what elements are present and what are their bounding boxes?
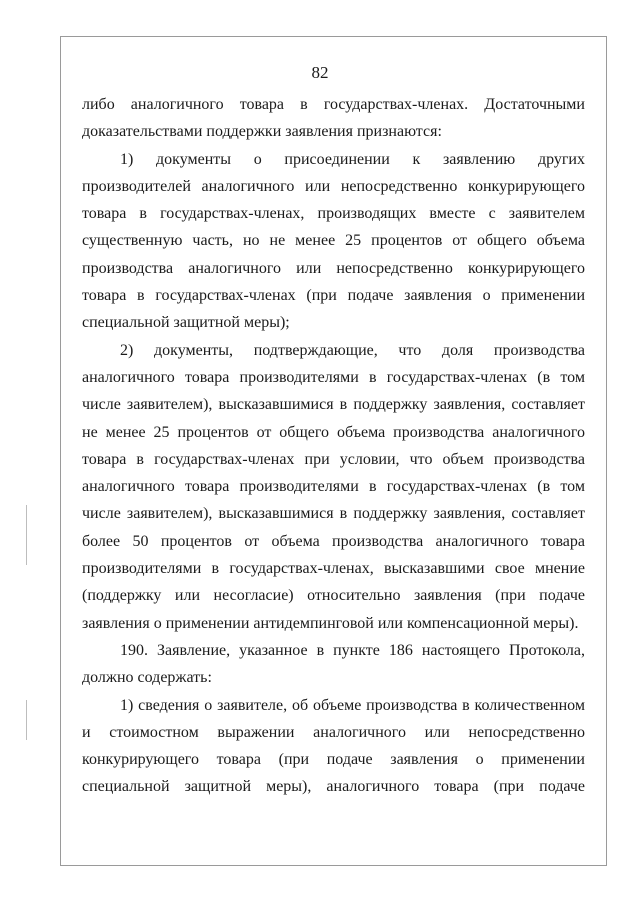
text-line: либо аналогичного товара в государствах-членах. Достаточными — [82, 96, 585, 113]
text-line: товара в государствах-членах при условии, что объем производства — [82, 450, 585, 468]
text-line: специальной защитной меры); — [82, 314, 290, 332]
text-line: товара в государствах-членах (при подаче заявления о применении — [82, 287, 585, 305]
text-line: должно содержать: — [82, 669, 212, 687]
text-line: производителями в государствах-членах, высказавшими свое мнение — [82, 560, 585, 578]
text-line: числе заявителем), высказавшимися в поддержку заявления, составляет — [82, 396, 585, 414]
text-line: 1) сведения о заявителе, об объеме производства в количественном — [120, 696, 585, 714]
text-line: аналогичного товара производителями в государствах-членах (в том — [82, 368, 585, 386]
text-line: конкурирующего товара (при подаче заявления о применении — [82, 751, 585, 769]
text-line: 1) документы о присоединении к заявлению других — [120, 150, 585, 168]
scan-artifact — [26, 700, 27, 740]
text-line: товара в государствах-членах, производящих вместе с заявителем — [82, 205, 585, 223]
text-line: 2) документы, подтверждающие, что доля производства — [120, 341, 585, 359]
page-number: 82 — [311, 63, 329, 82]
text-line: (поддержку или несогласие) относительно заявления (при подаче — [82, 587, 585, 605]
text-line: специальной защитной меры), аналогичного товара (при подаче — [82, 778, 585, 796]
text-line: аналогичного товара производителями в государствах-членах (в том — [82, 478, 585, 496]
text-line: производителей аналогичного или непосредственно конкурирующего — [82, 177, 585, 195]
text-line: и стоимостном выражении аналогичного или непосредственно — [82, 723, 585, 741]
scan-artifact — [26, 505, 27, 565]
document-body — [82, 91, 585, 801]
text-line: 190. Заявление, указанное в пункте 186 настоящего Протокола, — [120, 641, 585, 659]
text-line: более 50 процентов от объема производства аналогичного товара — [82, 532, 585, 550]
text-line: заявления о применении антидемпинговой или компенсационной меры). — [82, 614, 579, 632]
text-line: доказательствами поддержки заявления признаются: — [82, 123, 442, 141]
text-line: существенную часть, но не менее 25 процентов от общего объема — [82, 232, 585, 250]
text-line: производства аналогичного или непосредственно конкурирующего — [82, 259, 585, 277]
text-line: не менее 25 процентов от общего объема производства аналогичного — [82, 423, 585, 441]
text-line: числе заявителем), высказавшимися в поддержку заявления, составляет — [82, 505, 585, 523]
